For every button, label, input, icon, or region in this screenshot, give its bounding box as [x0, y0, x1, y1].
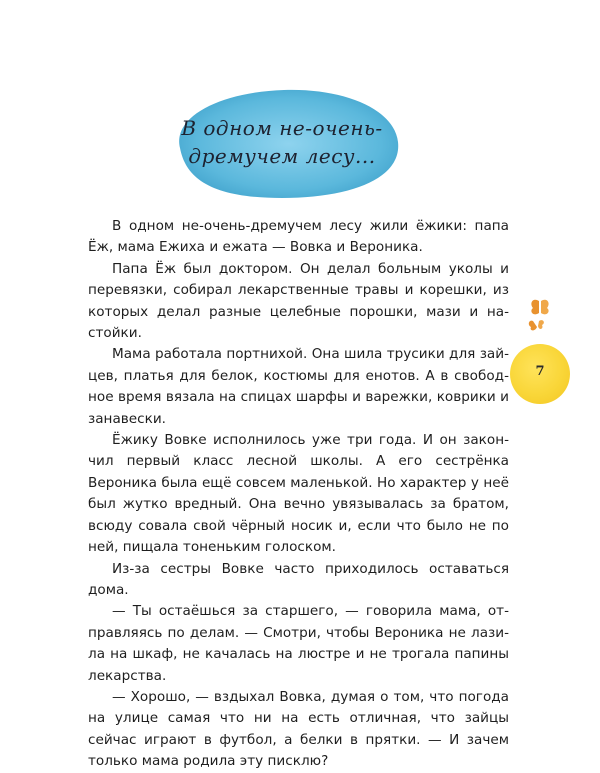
paragraph: — Ты остаёшься за старшего, — говорила мама, отправляясь по делам. — Смотри, чтобы Вероника не лазила на шкаф, не качалась на люстре и не трогала папины лекарства. [88, 603, 509, 684]
paragraph: Из-за сестры Вовке часто приходилось оставаться дома. [88, 560, 509, 598]
paragraph: Мама работала портнихой. Она шила трусики для зайцев, платья для белок, костюмы для енотов. А в свободное время вязала на спицах шарфы и варежки, коврики и занавески. [88, 346, 509, 427]
paragraph: В одном не-очень-дремучем лесу жили ёжики: папа Ёж, мама Ежиха и ежата — Вовка и Вероника. [88, 218, 509, 256]
page-number-badge [510, 344, 570, 404]
page-number: 7 [535, 364, 545, 379]
butterfly-icon [527, 297, 553, 333]
paragraph: — Хорошо, — вздыхал Вовка, думая о том, что погода на улице самая что ни на есть отличная, что зайцы сейчас играют в футбол, а белки в прятки. — И зачем только мама родила эту писклю? [88, 688, 509, 770]
title-line-1: В одном не-очень- [181, 116, 383, 140]
story-text [88, 216, 509, 773]
paragraph: Папа Ёж был доктором. Он делал больным уколы и перевязки, собирал лекарственные травы и корешки, из которых делал разные целебные порошки, мази и настойки. [88, 260, 509, 342]
title-line-2: дремучем лесу... [188, 144, 376, 168]
title-blob [162, 86, 402, 202]
chapter-title [162, 114, 402, 170]
paragraph: Ёжику Вовке исполнилось уже три года. И он закончил первый класс лесной школы. А его сестрёнка Вероника была ещё совсем маленькой. Но характер у неё был жутко вредный. Она вечно увязывалась за братом, всюду совала свой чёрный носик и, если что было не по ней, пищала тоненьким голоском. [88, 432, 509, 556]
